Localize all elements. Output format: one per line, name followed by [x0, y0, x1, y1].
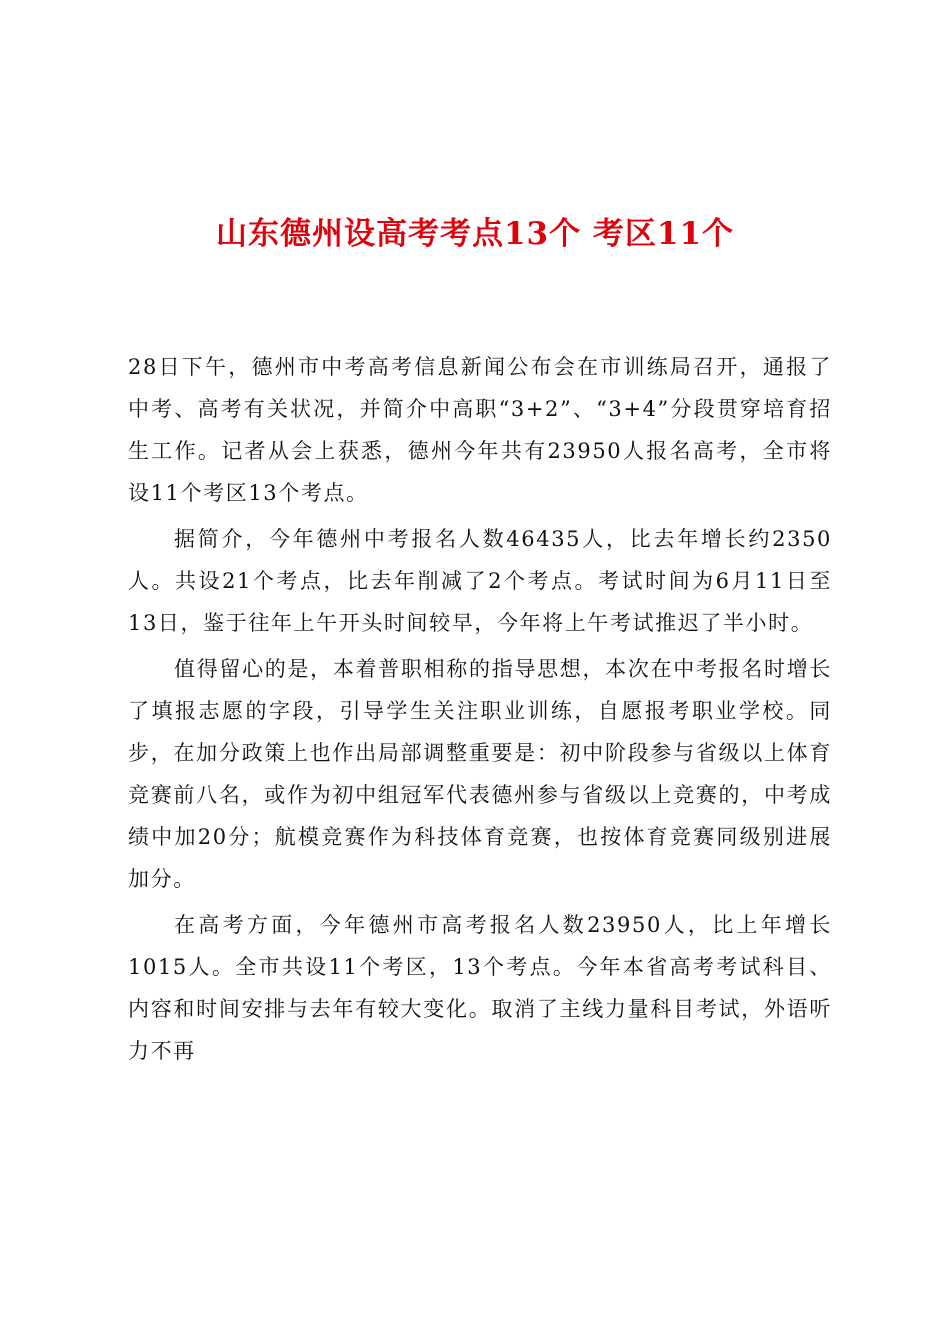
- article-title: 山东德州设高考考点13个 考区11个: [215, 216, 735, 252]
- paragraph-1: 28日下午，德州市中考高考信息新闻公布会在市训练局召开，通报了中考、高考有关状况，并简介中高职“3+2”、“3+4”分段贯穿培育招生工作。记者从会上获悉，德州今年共有23950人报名高考，全市将设11个考区13个考点。: [128, 355, 832, 505]
- paragraph-4: 在高考方面，今年德州市高考报名人数23950人，比上年增长1015人。全市共设11个考区，13个考点。今年本省高考考试科目、内容和时间安排与去年有较大变化。取消了主线力量科目考试，外语听力不再: [128, 913, 832, 1063]
- paragraph-2: 据简介，今年德州中考报名人数46435人，比去年增长约2350人。共设21个考点，比去年削减了2个考点。考试时间为6月11日至13日，鉴于往年上午开头时间较早，今年将上午考试推迟了半小时。: [128, 527, 832, 635]
- paragraph-3: 值得留心的是，本着普职相称的指导思想，本次在中考报名时增长了填报志愿的字段，引导学生关注职业训练，自愿报考职业学校。同步，在加分政策上也作出局部调整重要是：初中阶段参与省级以上体育竞赛前八名，或作为初中组冠军代表德州参与省级以上竞赛的，中考成绩中加20分；航模竞赛作为科技体育竞赛，也按体育竞赛同级别进展加分。: [128, 657, 832, 891]
- article-body: [128, 346, 832, 1076]
